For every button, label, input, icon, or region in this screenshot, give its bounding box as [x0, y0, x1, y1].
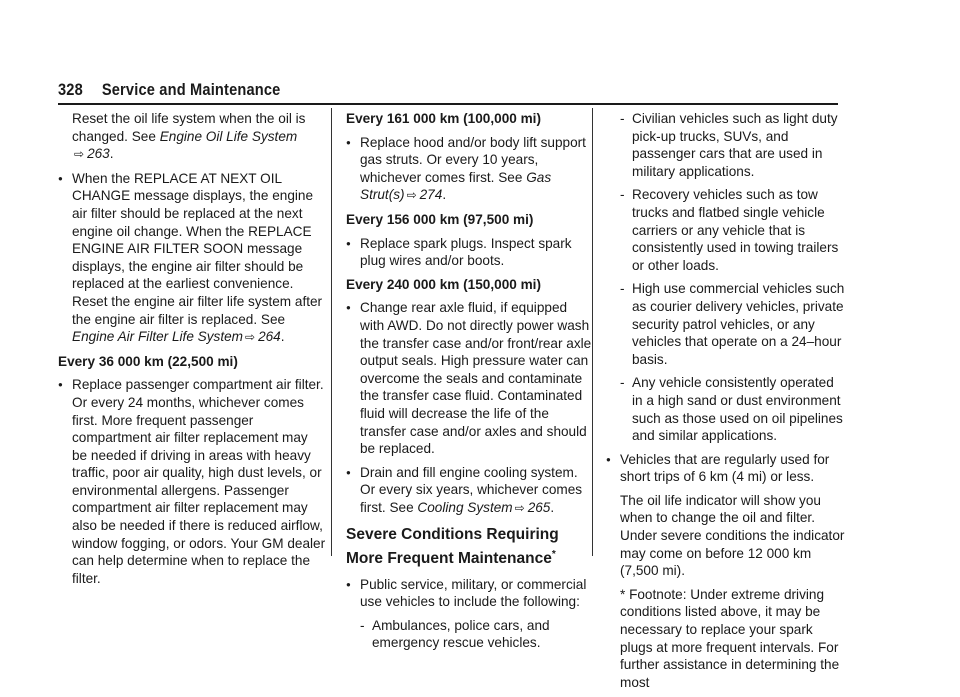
column-2	[346, 110, 592, 658]
page-ref-274[interactable]: 274	[419, 187, 443, 203]
public-service-bullet: ● Public service, military, or commercial use vehicles to include the following:	[346, 576, 592, 611]
page-ref-arrow-icon: ⇨	[74, 147, 85, 162]
oil-life-reset-paragraph: Reset the oil life system when the oil is changed. See Engine Oil Life System ⇨ 263.	[72, 111, 306, 162]
page-ref-arrow-icon: ⇨	[245, 330, 256, 345]
sand-dust-subitem: - Any vehicle consistently operated in a high sand or dust environment such as those used on oil pipelines and similar applications.	[606, 374, 846, 444]
engine-oil-life-system-link[interactable]: Engine Oil Life System	[159, 128, 298, 144]
gas-struts-link[interactable]: Gas Strut(s)	[360, 169, 552, 203]
short-trips-bullet: ● Vehicles that are regularly used for short trips of 6 km (4 mi) or less.	[606, 451, 846, 486]
oil-life-indicator-paragraph: The oil life indicator will show you when to change the oil and filter. Under severe conditions the indicator may come on before 12 000 km (7,500 mi).	[620, 492, 845, 579]
page-number: 328	[58, 80, 83, 99]
page-ref-arrow-icon: ⇨	[406, 188, 417, 203]
rear-axle-bullet: ● Change rear axle fluid, if equipped with AWD. Do not directly power wash the transfer case and/or front/rear axle output seals. High pressure water can overcome the seals and contaminate the transfer case fluid. Contaminated fluid will decrease the life of the transfer case and/or axles and should be replaced.	[346, 299, 592, 457]
engine-air-filter-life-system-link[interactable]: Engine Air Filter Life System	[72, 329, 243, 345]
gas-struts-bullet: ● Replace hood and/or body lift support gas struts. Or every 10 years, whichever comes first. See Gas Strut(s) ⇨ 274.	[346, 134, 592, 205]
spark-plugs-bullet: ● Replace spark plugs. Inspect spark plug wires and/or boots.	[346, 235, 592, 270]
ambulance-subitem: - Ambulances, police cars, and emergency rescue vehicles.	[346, 617, 592, 652]
recovery-vehicles-subitem: - Recovery vehicles such as tow trucks and flatbed single vehicle carriers or any vehicle that is consistently used in towing trailers or other loads.	[606, 186, 846, 274]
footnote-paragraph: * Footnote: Under extreme driving conditions listed above, it may be necessary to replace your spark plugs at more frequent intervals. For further assistance in determining the most	[620, 586, 840, 690]
civilian-vehicles-subitem: - Civilian vehicles such as light duty pick-up trucks, SUVs, and passenger cars that are used in military applications.	[606, 110, 846, 180]
air-filter-bullet: ● When the REPLACE AT NEXT OIL CHANGE message displays, the engine air filter should be replaced at the next engine oil change. When the REPLACE ENGINE AIR FILTER SOON message displays, the engine air filter should be replaced at the earliest convenience. Reset the engine air filter life system after the engine air filter is replaced. See Engine Air Filter Life System ⇨ 264.	[58, 170, 326, 347]
page-header	[58, 80, 280, 104]
page-ref-arrow-icon: ⇨	[514, 500, 525, 515]
header-rule	[58, 103, 838, 105]
interval-heading-161k: Every 161 000 km (100,000 mi)	[346, 111, 541, 126]
section-title: Service and Maintenance	[101, 80, 281, 99]
cooling-system-bullet: ● Drain and fill engine cooling system. Or every six years, whichever comes first. See Cooling System ⇨ 265.	[346, 464, 592, 518]
interval-heading-156k: Every 156 000 km (97,500 mi)	[346, 211, 534, 227]
interval-heading-240k: Every 240 000 km (150,000 mi)	[346, 276, 541, 292]
column-1	[58, 110, 326, 593]
page-ref-264[interactable]: 264	[258, 329, 281, 345]
severe-conditions-heading: Severe Conditions Requiring More Frequent Maintenance*	[346, 526, 559, 568]
page-ref-263[interactable]: 263	[87, 146, 110, 162]
footnote-mark: *	[551, 549, 556, 561]
column-3	[606, 110, 846, 697]
page-ref-265[interactable]: 265	[527, 499, 551, 515]
commercial-vehicles-subitem: - High use commercial vehicles such as courier delivery vehicles, private security patrol vehicles, or any vehicles that operate on a 24–hour basis.	[606, 280, 846, 368]
cabin-filter-bullet: ● Replace passenger compartment air filter. Or every 24 months, whichever comes first. More frequent passenger compartment air filter replacement may be needed if driving in areas with heavy traffic, poor air quality, high dust levels, or environmental allergens. Passenger compartment air filter replacement may also be needed if there is reduced airflow, window fogging, or odors. Your GM dealer can help determine when to replace the filter.	[58, 376, 326, 587]
interval-heading-36k: Every 36 000 km (22,500 mi)	[58, 353, 238, 369]
cooling-system-link[interactable]: Cooling System	[417, 499, 513, 515]
column-divider-2	[592, 108, 593, 556]
column-divider-1	[331, 108, 332, 556]
